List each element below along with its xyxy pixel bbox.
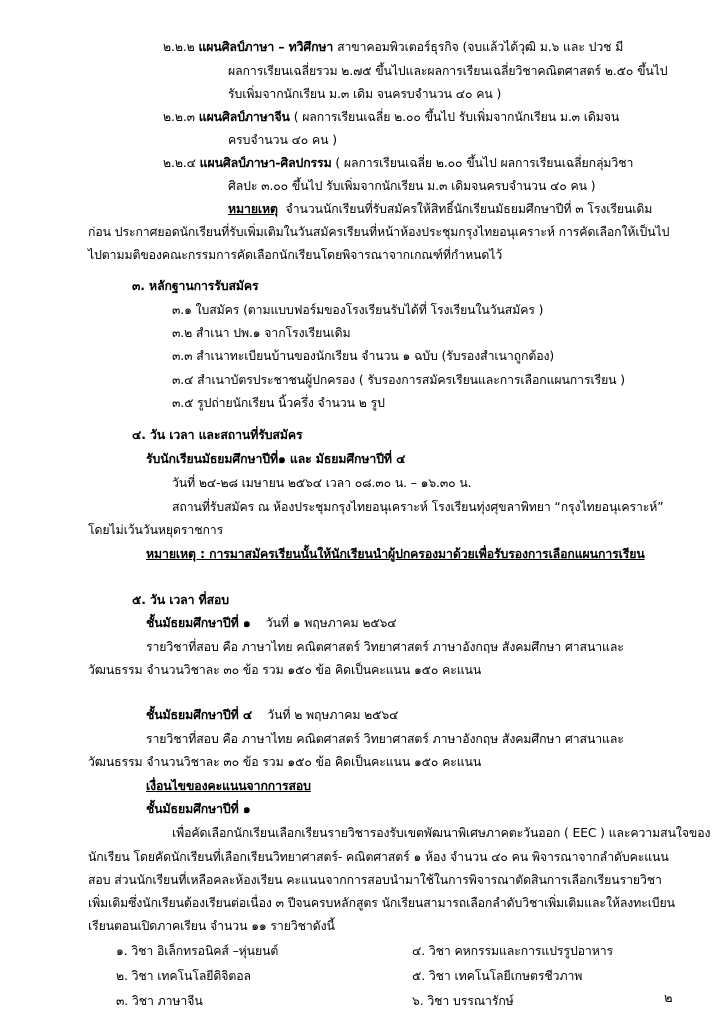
condition-paragraph-line4: เพิ่มเติมซึ่งนักเรียนต้องเรียนต่อเนื่อง ๓ ปีจนครบหลักสูตร นักเรียนสามารถเลือกลำดับวิชาเพิ่มเติมและให้ลงทะเบียน — [88, 896, 675, 910]
note-text: จำนวนนักเรียนที่รับสมัครให้สิทธิ์นักเรียนมัธยมศึกษาปีที่ ๓ โรงเรียนเดิม — [285, 202, 653, 216]
item-223-line1 — [163, 107, 619, 127]
exam-m4-subjects-cont: วัฒนธรรม จำนวนวิชาละ ๓๐ ข้อ รวม ๑๕๐ ข้อ คิดเป็นคะแนน ๑๕๐ คะแนน — [88, 755, 482, 769]
exam-m4-date: วันที่ ๒ พฤษภาคม ๒๕๖๔ — [267, 708, 399, 722]
exam-m1-subjects: รายวิชาที่สอบ คือ ภาษาไทย คณิตศาสตร์ วิทยาศาสตร์ ภาษาอังกฤษ สังคมศึกษา ศาสนาและ — [146, 640, 624, 654]
note-line2: ก่อน ประกาศยอดนักเรียนที่รับเพิ่มเติมในวันสมัครเรียนที่หน้าห้องประชุมกรุงไทยอนุเคราะห์ การคัดเลือกให้เป็นไป — [88, 225, 670, 239]
exam-m1-subjects-cont: วัฒนธรรม จำนวนวิชาละ ๓๐ ข้อ รวม ๑๕๐ ข้อ คิดเป็นคะแนน ๑๕๐ คะแนน — [88, 663, 482, 677]
condition-paragraph-line2: นักเรียน โดยคัดนักเรียนที่เลือกเรียนวิทยาศาสตร์- คณิตศาสตร์ ๑ ห้อง จำนวน ๔๐ คน พิจารณาจากลำดับคะแนน — [88, 850, 669, 864]
exam-m1-header — [146, 613, 396, 633]
item-224-line1 — [163, 153, 633, 173]
registration-place: สถานที่รับสมัคร ณ ห้องประชุมกรุงไทยอนุเคราะห์ โรงเรียนทุ่งศุขลาพิทยา “กรุงไทยอนุเคราะห์” — [172, 500, 664, 514]
subject-item-4: ๔. วิชา คหกรรมและการแปรรูปอาหาร — [412, 944, 614, 958]
item-222-text: สาขาคอมพิวเตอร์ธุรกิจ (จบแล้วได้วุฒิ ม.๖ และ ปวช มี — [337, 40, 624, 54]
score-condition-title: เงื่อนไขของคะแนนจากการสอบ — [146, 779, 311, 793]
item-223-title: แผนศิลป์ภาษาจีน — [198, 110, 290, 124]
subject-item-3: ๓. วิชา ภาษาจีน — [116, 994, 203, 1008]
exam-m1-date: วันที่ ๑ พฤษภาคม ๒๕๖๔ — [265, 616, 397, 630]
section-5-heading: ๕. วัน เวลา ที่สอบ — [132, 593, 229, 607]
note-line3: ไปตามมติของคณะกรรมการคัดเลือกนักเรียนโดยพิจารณาจากเกณฑ์ที่กำหนดไว้ — [88, 248, 503, 262]
exam-m1-title: ชั้นมัธยมศึกษาปีที่ ๑ — [146, 616, 251, 630]
condition-paragraph-line1: เพื่อคัดเลือกนักเรียนเลือกเรียนรายวิชารองรับเขตพัฒนาพิเศษภาคตะวันออก ( EEC ) และความสนใจของ — [172, 826, 711, 840]
note-label: หมายเหตุ — [228, 202, 278, 216]
condition-paragraph-line3: สอบ ส่วนนักเรียนที่เหลือคละห้องเรียน คะแนนจากการสอบนำมาใช้ในการพิจารณาตัดสินการเลือกเรียนรายวิชา — [88, 873, 662, 887]
doc-item-3-5: ๓.๕ รูปถ่ายนักเรียน นิ้วครึ่ง จำนวน ๒ รูป — [172, 396, 385, 410]
subject-item-5: ๕. วิชา เทคโนโลยีเกษตรชีวภาพ — [412, 969, 583, 983]
item-223-line2: ครบจำนวน ๔๐ คน ) — [228, 133, 337, 147]
registration-note: หมายเหตุ : การมาสมัครเรียนนั้นให้นักเรียนนำผู้ปกครองมาด้วยเพื่อรับรองการเลือกแผนการเรียน — [146, 547, 645, 561]
exam-m4-subjects: รายวิชาที่สอบ คือ ภาษาไทย คณิตศาสตร์ วิทยาศาสตร์ ภาษาอังกฤษ สังคมศึกษา ศาสนาและ — [146, 732, 624, 746]
item-222-number: ๒.๒.๒ — [163, 40, 195, 54]
doc-item-3-4: ๓.๔ สำเนาบัตรประชาชนผู้ปกครอง ( รับรองการสมัครเรียนและการเลือกแผนการเรียน ) — [172, 373, 625, 387]
doc-item-3-2: ๓.๒ สำเนา ปพ.๑ จากโรงเรียนเดิม — [172, 326, 351, 340]
item-224-line2: ศิลปะ ๓.๐๐ ขึ้นไป รับเพิ่มจากนักเรียน ม.๓ เดิมจนครบจำนวน ๔๐ คน ) — [228, 179, 596, 193]
item-222-line2: ผลการเรียนเฉลี่ยรวม ๒.๗๕ ขึ้นไปและผลการเรียนเฉลี่ยวิชาคณิตศาสตร์ ๒.๕๐ ขึ้นไป — [228, 64, 668, 78]
registration-date: วันที่ ๒๔-๒๘ เมษายน ๒๕๖๔ เวลา ๐๘.๓๐ น. – ๑๖.๓๐ น. — [172, 476, 472, 490]
item-222-line1 — [163, 37, 623, 57]
registration-place-cont: โดยไม่เว้นวันหยุดราชการ — [88, 523, 224, 537]
item-224-text: ( ผลการเรียนเฉลี่ย ๒.๐๐ ขึ้นไป ผลการเรียนเฉลี่ยกลุ่มวิชา — [335, 156, 634, 170]
section-4-subheading: รับนักเรียนมัธยมศึกษาปีที่๑ และ มัธยมศึกษาปีที่ ๔ — [146, 452, 406, 466]
item-223-text: ( ผลการเรียนเฉลี่ย ๒.๐๐ ขึ้นไป รับเพิ่มจากนักเรียน ม.๓ เดิมจน — [293, 110, 620, 124]
subject-item-2: ๒. วิชา เทคโนโลยีดิจิตอล — [116, 969, 251, 983]
page-number: ๒ — [664, 991, 673, 1006]
item-224-title: แผนศิลป์ภาษา-ศิลปกรรม — [199, 156, 332, 170]
item-224-number: ๒.๒.๔ — [163, 156, 196, 170]
score-condition-subheading: ชั้นมัธยมศึกษาปีที่ ๑ — [146, 802, 251, 816]
subject-item-6: ๖. วิชา บรรณารักษ์ — [412, 994, 514, 1008]
note-line1 — [228, 199, 652, 219]
section-4-heading: ๔. วัน เวลา และสถานที่รับสมัคร — [132, 428, 303, 442]
item-222-title: แผนศิลป์ภาษา – ทวิศึกษา — [198, 40, 334, 54]
exam-m4-header — [146, 705, 398, 725]
doc-item-3-3: ๓.๓ สำเนาทะเบียนบ้านของนักเรียน จำนวน ๑ ฉบับ (รับรองสำเนาถูกต้อง) — [172, 349, 555, 363]
item-222-line3: รับเพิ่มจากนักเรียน ม.๓ เดิม จนครบจำนวน ๔๐ คน ) — [228, 87, 502, 101]
doc-item-3-1: ๓.๑ ใบสมัคร (ตามแบบฟอร์มของโรงเรียนรับได้ที่ โรงเรียนในวันสมัคร ) — [172, 303, 544, 317]
subject-item-1: ๑. วิชา อิเล็กทรอนิคส์ –หุ่นยนต์ — [116, 944, 279, 958]
item-223-number: ๒.๒.๓ — [163, 110, 195, 124]
exam-m4-title: ชั้นมัธยมศึกษาปีที่ ๔ — [146, 708, 253, 722]
condition-paragraph-line5: เรียนตอนเปิดภาคเรียน จำนวน ๑๑ รายวิชาดังนี้ — [88, 919, 335, 933]
section-3-heading: ๓. หลักฐานการรับสมัคร — [132, 279, 259, 293]
